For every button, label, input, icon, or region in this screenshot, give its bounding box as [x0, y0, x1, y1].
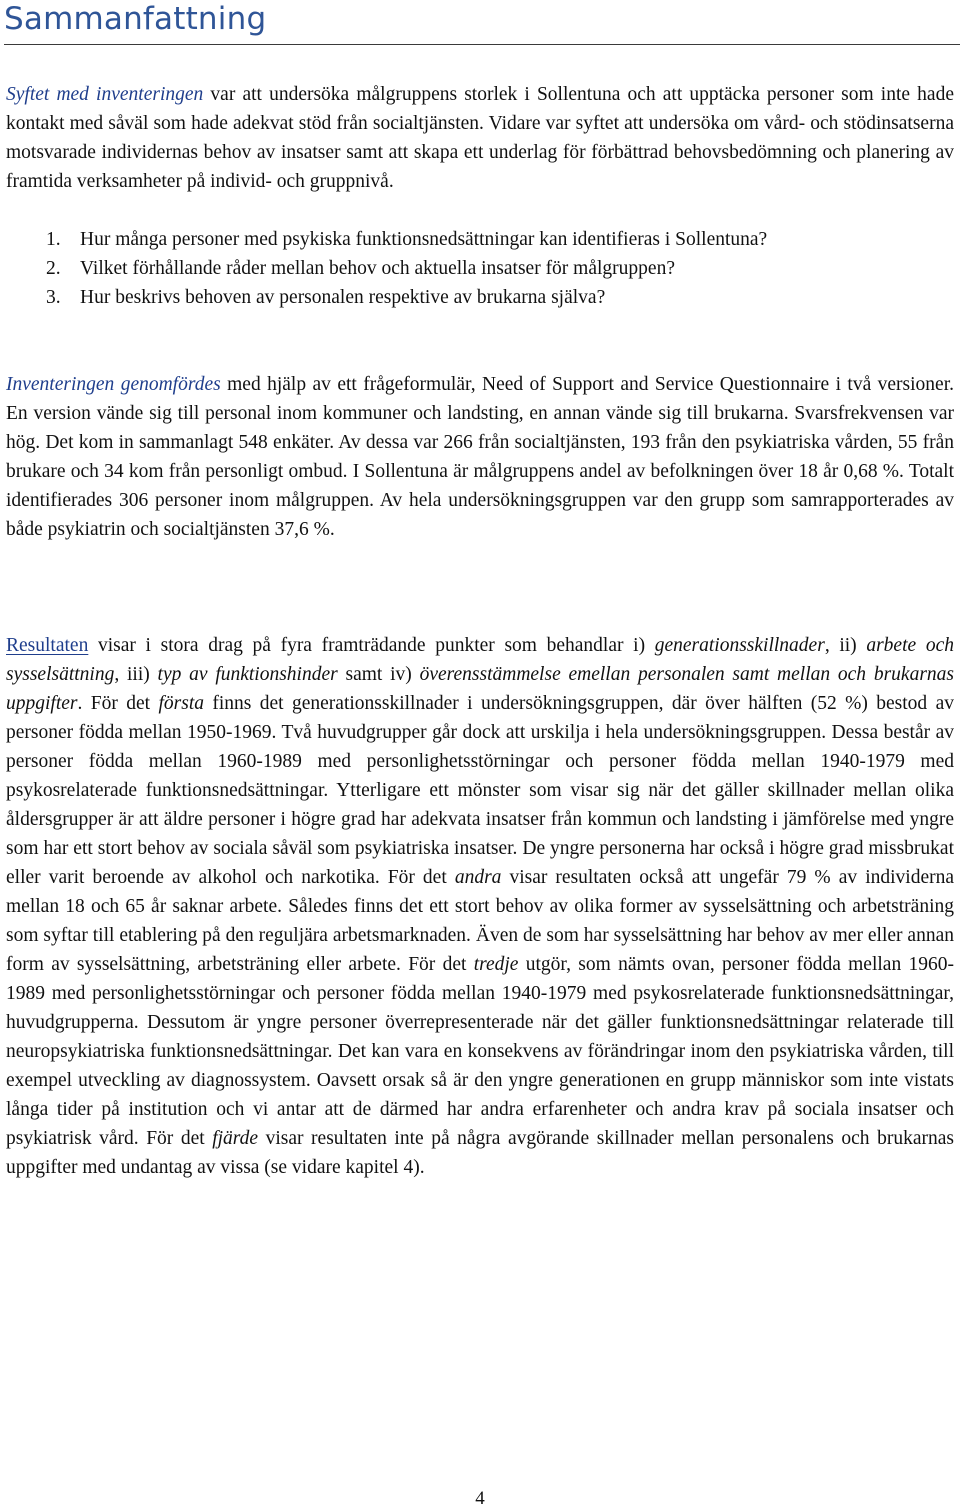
method-paragraph [6, 370, 954, 544]
results-italic-1: generationsskillnader [654, 635, 825, 656]
list-item [6, 225, 954, 254]
question-list [6, 225, 954, 312]
method-text: med hjälp av ett frågeformulär, Need of Support and Service Questionnaire i två versioner. En version vände sig till personal inom kommuner och landsting, en annan vände sig till brukarna. Svarsfrekvensen var hög. Det kom in sammanlagt 548 enkäter. Av dessa var 266 från socialtjänsten, 193 från den psykiatriska vården, 55 från brukare och 34 kom från personligt ombud. I Sollentuna är målgruppens andel av befolkningen över 18 år 0,68 %. Totalt identifierades 306 personer inom målgruppen. Av hela undersökningsgruppen var den grupp som samrapporterades av både psykiatrin och socialtjänsten 37,6 %. [6, 374, 954, 540]
list-item-text: Hur många personer med psykiska funktionsnedsättningar kan identifieras i Sollentuna? [80, 229, 768, 250]
purpose-text: var att undersöka målgruppens storlek i Sollentuna och att upptäcka personer som inte hade kontakt med såväl som hade adekvat stöd från socialtjänsten. Vidare var syftet att undersöka om vård- och stödinsatserna motsvarade individernas behov av insatser samt att skapa ett underlag för förbättrad behovsbedömning och planering av framtida verksamheter på individ- och gruppnivå. [6, 84, 954, 192]
results-italic-8: fjärde [212, 1128, 259, 1149]
list-item-number: 1. [46, 229, 61, 250]
results-text-6: finns det generationsskillnader i undersökningsgruppen, där över hälften (52 %) bestod av personer födda mellan 1950-1969. Två huvudgrupper går dock att urskilja i hela undersökningsgruppen. Dessa består av personer födda mellan 1960-1989 med personlighetsstörningar och personer födda mellan 1940-1979 med psykosrelaterade funktionsnedsättningar. Ytterligare ett mönster som visar sig när det gäller skillnader mellan olika åldersgrupper är att äldre personer i högre grad har adekvata insatser från kommun och landsting i jämförelse med yngre som har ett stort behov av sociala såväl som psykiatriska insatser. De yngre personerna har också i högre grad missbrukat eller varit beroende av alkohol och narkotika. För det [6, 693, 954, 888]
results-text-9: visar resultaten inte på några avgörande skillnader mellan personalens och brukarnas uppgifter med undantag av vissa (se vidare kapitel 4). [6, 1128, 954, 1178]
list-item-number: 3. [46, 287, 61, 308]
results-paragraph [6, 631, 954, 1182]
results-text-4: samt iv) [337, 664, 420, 685]
results-italic-3: typ av funktionshinder [157, 664, 338, 685]
results-text-3: , iii) [114, 664, 158, 685]
results-text-8: utgör, som nämts ovan, personer födda mellan 1960-1989 med personlighetsstörningar och personer födda mellan 1940-1979 med psykosrelaterade funktionsnedsättningar, huvudgrupperna. Dessutom är yngre personer överrepresenterade när det gäller funktionsnedsättningar relaterade till neuropsykiatriska funktionsnedsättningar. Det kan vara en konsekvens av förändringar inom den psykiatriska vården, till exempel utveckling av diagnossystem. Oavsett orsak så är den yngre generationen en grupp människor som inte vistats långa tider på institution och vi antar att de därmed har andra erfarenheter och andra krav på sociala insatser och psykiatrisk vård. För det [6, 954, 954, 1149]
results-italic-6: andra [454, 867, 502, 888]
results-text-1: visar i stora drag på fyra framträdande punkter som behandlar i) [88, 635, 655, 656]
results-italic-5: första [158, 693, 204, 714]
list-item [6, 254, 954, 283]
results-text-2: , ii) [824, 635, 867, 656]
list-item-number: 2. [46, 258, 61, 279]
results-keyword: Resultaten [6, 635, 89, 656]
page-number: 4 [475, 1488, 485, 1509]
list-item [6, 283, 954, 312]
page-title: Sammanfattning [4, 1, 267, 37]
results-italic-2: arbete och sysselsättning [6, 635, 954, 685]
purpose-paragraph [6, 80, 954, 196]
heading-rule [4, 44, 960, 45]
purpose-keyword: Syftet med inventeringen [6, 84, 204, 105]
results-italic-7: tredje [473, 954, 519, 975]
list-item-text: Vilket förhållande råder mellan behov och aktuella insatser för målgruppen? [80, 258, 675, 279]
list-item-text: Hur beskrivs behoven av personalen respektive av brukarna själva? [80, 287, 606, 308]
results-italic-4: överensstämmelse emellan personalen samt mellan och brukarnas uppgifter [6, 664, 955, 714]
method-keyword: Inventeringen genomfördes [6, 374, 221, 395]
results-text-7: visar resultaten också att ungefär 79 % av individerna mellan 18 och 65 år saknar arbete. Således finns det ett stort behov av olika former av sysselsättning och arbetsträning som syftar till etablering på den reguljära arbetsmarknaden. Även de som har sysselsättning har behov av mer eller annan form av sysselsättning, arbetsträning eller arbete. För det [6, 867, 954, 975]
results-text-5: . För det [77, 693, 159, 714]
